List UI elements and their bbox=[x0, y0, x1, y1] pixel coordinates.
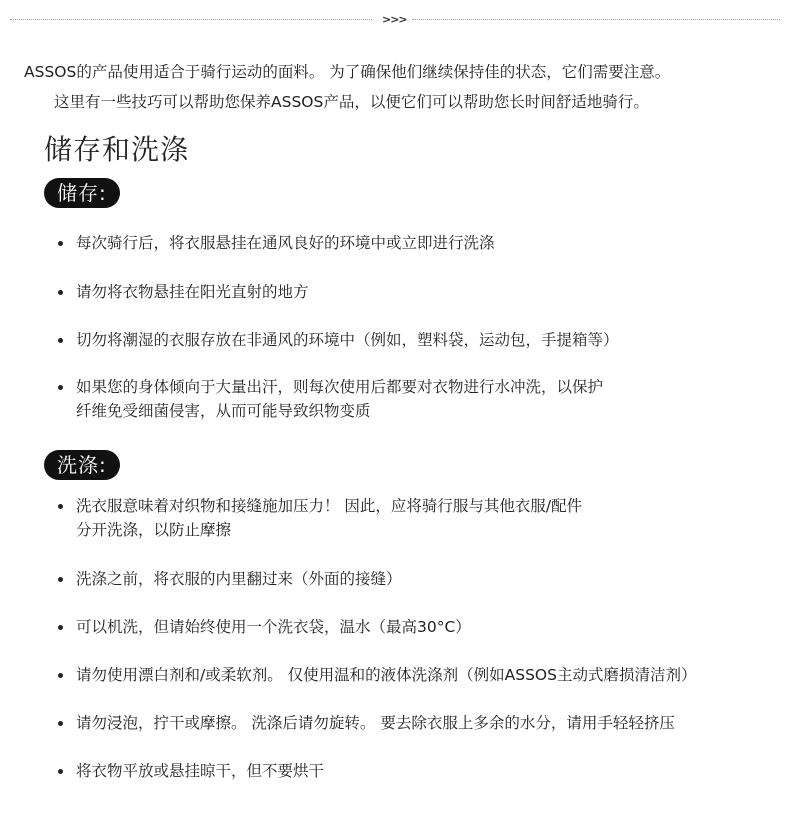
bullet-dot-icon bbox=[58, 625, 63, 630]
washing-section-badge: 洗涤: bbox=[44, 450, 120, 480]
bullet-dot-icon bbox=[58, 769, 63, 774]
bullet-dot-icon bbox=[58, 721, 63, 726]
storage-list-item bbox=[58, 375, 603, 423]
intro-line-2: 这里有一些技巧可以帮助您保养ASSOS产品，以便它们可以帮助您长时间舒适地骑行。 bbox=[54, 93, 649, 111]
washing-list-item bbox=[58, 567, 402, 591]
bullet-dot-icon bbox=[58, 385, 63, 390]
list-item-text-continued: 纤维免受细菌侵害，从而可能导致织物变质 bbox=[76, 402, 371, 420]
storage-list-item bbox=[58, 231, 495, 255]
storage-list-item bbox=[58, 328, 619, 352]
bullet-dot-icon bbox=[58, 577, 63, 582]
washing-list-item bbox=[58, 711, 675, 735]
bullet-dot-icon bbox=[58, 673, 63, 678]
list-item-text: 如果您的身体倾向于大量出汗，则每次使用后都要对衣物进行水冲洗，以保护 bbox=[76, 378, 604, 396]
intro-line-1: ASSOS的产品使用适合于骑行运动的面料。 为了确保他们继续保持佳的状态，它们需要注意。 bbox=[24, 63, 671, 81]
page-title: 储存和洗涤 bbox=[44, 133, 190, 166]
list-item-text: 可以机洗，但请始终使用一个洗衣袋，温水（最高30°C） bbox=[76, 618, 471, 636]
list-item-text: 每次骑行后，将衣服悬挂在通风良好的环境中或立即进行洗涤 bbox=[76, 234, 495, 252]
bullet-dot-icon bbox=[58, 504, 63, 509]
top-divider bbox=[10, 14, 780, 26]
list-item-text: 请勿使用漂白剂和/或柔软剂。 仅使用温和的液体洗涤剂（例如ASSOS主动式磨损清洁剂） bbox=[76, 666, 697, 684]
divider-dots-left bbox=[10, 19, 372, 20]
washing-list-item bbox=[58, 759, 324, 783]
divider-arrows-icon: >>> bbox=[382, 13, 407, 26]
bullet-dot-icon bbox=[58, 338, 63, 343]
list-item-text: 请勿将衣物悬挂在阳光直射的地方 bbox=[76, 283, 309, 301]
washing-list-item bbox=[58, 494, 582, 542]
bullet-dot-icon bbox=[58, 241, 63, 246]
list-item-text: 将衣物平放或悬挂晾干，但不要烘干 bbox=[76, 762, 325, 780]
list-item-text-continued: 分开洗涤，以防止摩擦 bbox=[76, 521, 232, 539]
bullet-dot-icon bbox=[58, 290, 63, 295]
list-item-text: 洗涤之前，将衣服的内里翻过来（外面的接缝） bbox=[76, 570, 402, 588]
washing-list-item bbox=[58, 615, 471, 639]
intro-paragraph bbox=[24, 57, 784, 117]
storage-list-item bbox=[58, 280, 309, 304]
list-item-text: 请勿浸泡，拧干或摩擦。 洗涤后请勿旋转。 要去除衣服上多余的水分，请用手轻轻挤压 bbox=[76, 714, 675, 732]
washing-list-item bbox=[58, 663, 696, 687]
list-item-text: 切勿将潮湿的衣服存放在非通风的环境中（例如，塑料袋，运动包，手提箱等） bbox=[76, 331, 619, 349]
divider-dots-right bbox=[412, 19, 780, 20]
list-item-text: 洗衣服意味着对织物和接缝施加压力！ 因此，应将骑行服与其他衣服/配件 bbox=[76, 497, 583, 515]
storage-section-badge: 储存: bbox=[44, 178, 120, 208]
